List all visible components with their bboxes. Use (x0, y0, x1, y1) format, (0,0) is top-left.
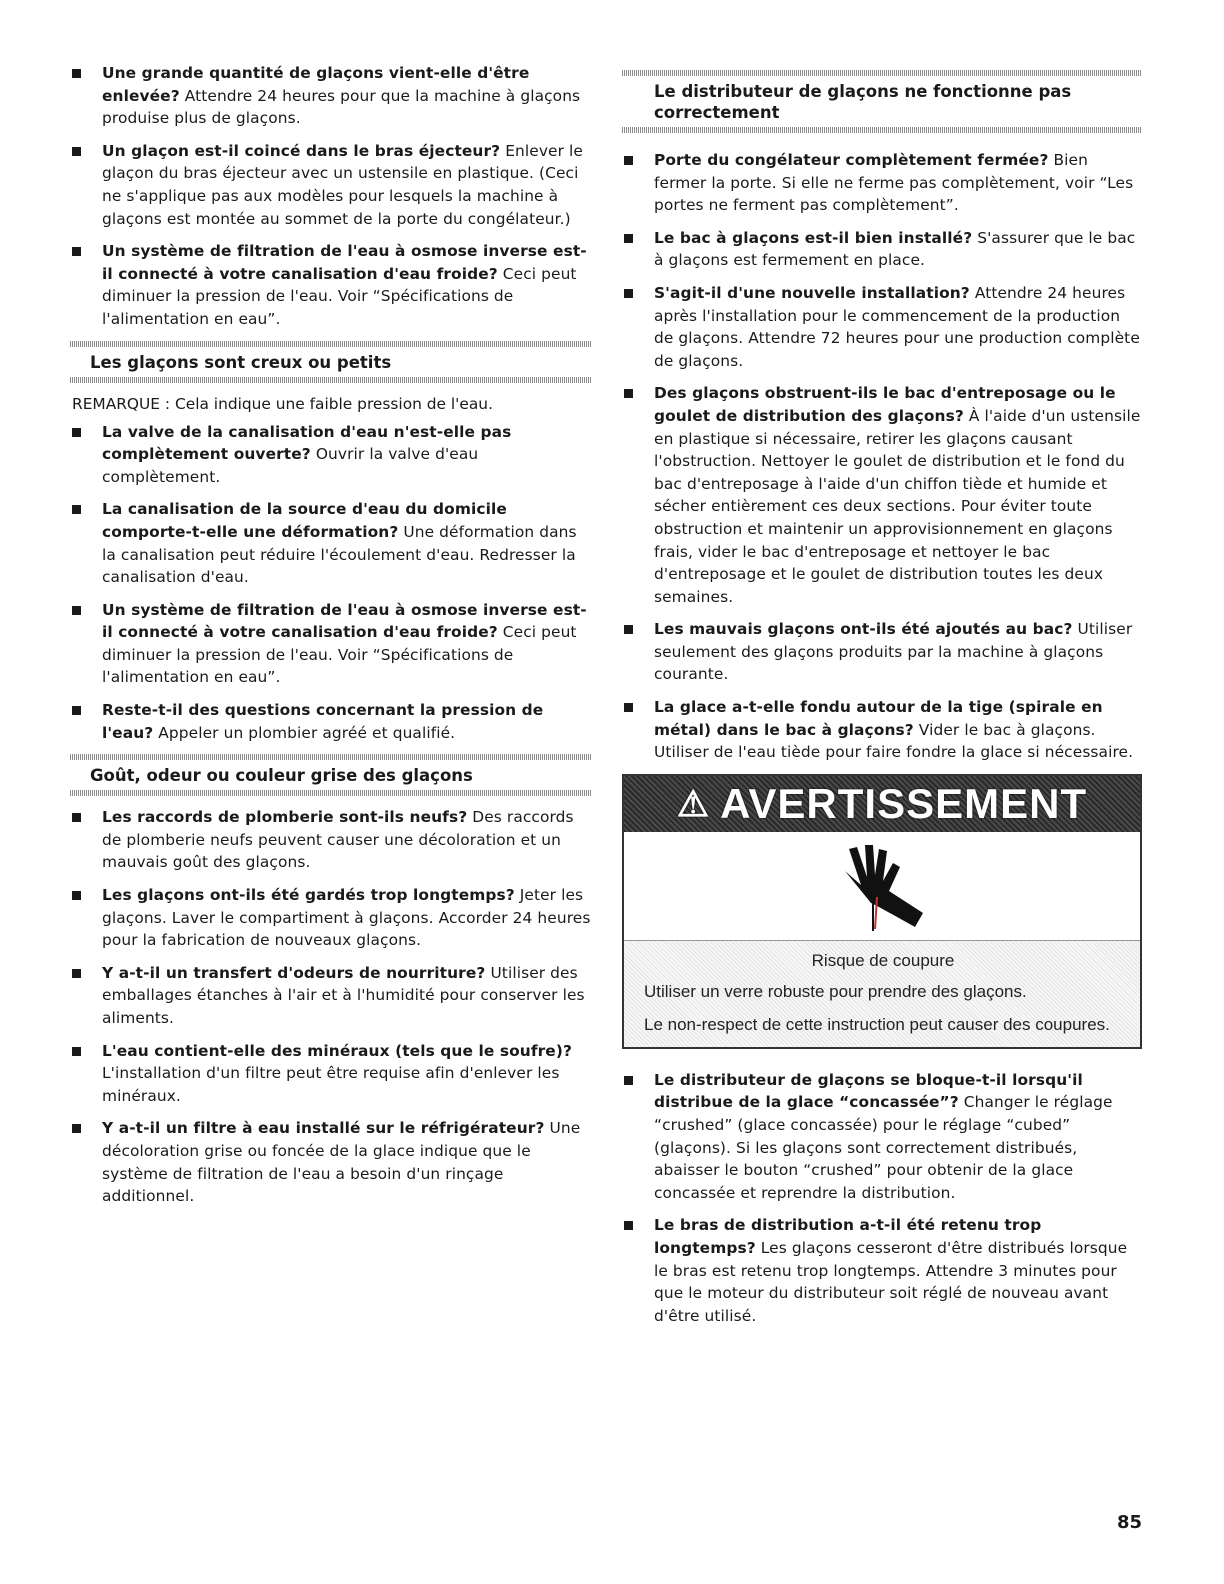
list-item: Le bras de distribution a-t-il été retenu trop longtemps? Les glaçons cesseront d'être distribués lorsque le bras est retenu trop longtemps. Attendre 3 minutes pour que le moteur du distributeur soit réglé de nouveau avant d'être utilisé. (622, 1214, 1142, 1327)
bullet-square-icon (624, 1076, 633, 1085)
bullet-square-icon (72, 247, 81, 256)
list-item: Une grande quantité de glaçons vient-elle d'être enlevée? Attendre 24 heures pour que la machine à glaçons produise plus de glaçons. (70, 62, 592, 130)
hollow-ice-list (70, 421, 592, 745)
cut-hazard-pictogram (624, 832, 1140, 941)
dispenser-list-continued (622, 1069, 1142, 1328)
list-item: Des glaçons obstruent-ils le bac d'entreposage ou le goulet de distribution des glaçons? À l'aide d'un ustensile en plastique si nécessaire, retirer les glaçons causant l'obstruction. Nettoyer le goulet de distribution et le fond du bac d'entreposage à l'aide d'un chiffon tiède et humide et sécher entièrement ces deux sections. Pour éviter toute obstruction et maintenir un approvisionnement en glaçons frais, vider le bac d'entreposage et nettoyer le bac d'entreposage et le goulet de distribution toutes les deux semaines. (622, 382, 1142, 608)
section-heading-dispenser: Le distributeur de glaçons ne fonctionne pas correctement (622, 70, 1142, 133)
bullet-square-icon (72, 891, 81, 900)
bullet-square-icon (624, 289, 633, 298)
warning-banner (624, 776, 1140, 832)
list-item: La valve de la canalisation d'eau n'est-elle pas complètement ouverte? Ouvrir la valve d'eau complètement. (70, 421, 592, 489)
list-item: Y a-t-il un transfert d'odeurs de nourriture? Utiliser des emballages étanches à l'air et à l'humidité pour conserver les aliments. (70, 962, 592, 1030)
left-column (70, 62, 592, 1218)
heading-rule-bottom (622, 127, 1142, 133)
list-item: Un glaçon est-il coincé dans le bras éjecteur? Enlever le glaçon du bras éjecteur avec un ustensile en plastique. (Ceci ne s'applique pas aux modèles pour lesquels la machine à glaçons est montée au sommet de la porte du congélateur.) (70, 140, 592, 230)
list-item: La glace a-t-elle fondu autour de la tige (spirale en métal) dans le bac à glaçons? Vider le bac à glaçons. Utiliser de l'eau tiède pour faire fondre la glace si nécessaire. (622, 696, 1142, 764)
bullet-square-icon (624, 625, 633, 634)
list-item: Un système de filtration de l'eau à osmose inverse est-il connecté à votre canalisation d'eau froide? Ceci peut diminuer la pression de l'eau. Voir “Spécifications de l'alimentation en eau”. (70, 599, 592, 689)
intro-list (70, 62, 592, 331)
warning-triangle-icon: ⚠ (676, 782, 711, 824)
list-item: Les raccords de plomberie sont-ils neufs? Des raccords de plomberie neufs peuvent causer une décoloration et un mauvais goût des glaçons. (70, 806, 592, 874)
list-item: L'eau contient-elle des minéraux (tels que le soufre)? L'installation d'un filtre peut être requise afin d'enlever les minéraux. (70, 1040, 592, 1108)
bullet-square-icon (624, 389, 633, 398)
section-heading-hollow-ice: Les glaçons sont creux ou petits (70, 341, 592, 383)
heading-rule-bottom (70, 377, 592, 383)
bullet-square-icon (72, 428, 81, 437)
warning-instruction: Utiliser un verre robuste pour prendre des glaçons. (644, 981, 1027, 1001)
warning-box (622, 774, 1142, 1049)
list-item: Y a-t-il un filtre à eau installé sur le réfrigérateur? Une décoloration grise ou foncée de la glace indique que le système de filtration de l'eau a besoin d'un rinçage additionnel. (70, 1117, 592, 1207)
bullet-square-icon (72, 69, 81, 78)
warning-title: AVERTISSEMENT (720, 779, 1088, 827)
bullet-square-icon (72, 147, 81, 156)
bullet-square-icon (72, 706, 81, 715)
bullet-square-icon (624, 1221, 633, 1230)
list-item: La canalisation de la source d'eau du domicile comporte-t-elle une déformation? Une déformation dans la canalisation peut réduire l'écoulement d'eau. Redresser la canalisation d'eau. (70, 498, 592, 588)
remark-note: REMARQUE : Cela indique une faible pression de l'eau. (72, 394, 493, 413)
right-column (622, 62, 1142, 1337)
warning-body (624, 941, 1140, 1047)
heading-rule-bottom (70, 790, 592, 796)
dispenser-list (622, 149, 1142, 764)
bullet-square-icon (72, 1124, 81, 1133)
list-item: S'agit-il d'une nouvelle installation? Attendre 24 heures après l'installation pour le commencement de la production de glaçons. Attendre 72 heures pour une production complète de glaçons. (622, 282, 1142, 372)
bullet-square-icon (72, 1047, 81, 1056)
list-item: Un système de filtration de l'eau à osmose inverse est-il connecté à votre canalisation d'eau froide? Ceci peut diminuer la pression de l'eau. Voir “Spécifications de l'alimentation en eau”. (70, 240, 592, 330)
list-item: Les mauvais glaçons ont-ils été ajoutés au bac? Utiliser seulement des glaçons produits par la machine à glaçons courante. (622, 618, 1142, 686)
section-heading-taste-odor: Goût, odeur ou couleur grise des glaçons (70, 754, 592, 796)
cut-hand-icon (827, 841, 937, 931)
warning-consequence: Le non-respect de cette instruction peut causer des coupures. (644, 1014, 1110, 1034)
bullet-square-icon (624, 156, 633, 165)
bullet-square-icon (624, 703, 633, 712)
bullet-square-icon (72, 505, 81, 514)
warning-hazard-title: Risque de coupure (811, 950, 955, 970)
list-item: Le bac à glaçons est-il bien installé? S'assurer que le bac à glaçons est fermement en place. (622, 227, 1142, 272)
bullet-square-icon (72, 813, 81, 822)
list-item: Le distributeur de glaçons se bloque-t-il lorsqu'il distribue de la glace “concassée”? Changer le réglage “crushed” (glace concassée) pour le réglage “cubed” (glaçons). Si les glaçons sont correctement distribués, abaisser le bouton “crushed” pour obtenir de la glace concassée et reprendre la distribution. (622, 1069, 1142, 1205)
bullet-square-icon (72, 969, 81, 978)
page-number: 85 (1116, 1512, 1142, 1533)
list-item: Porte du congélateur complètement fermée? Bien fermer la porte. Si elle ne ferme pas complètement, voir “Les portes ne ferment pas complètement”. (622, 149, 1142, 217)
list-item: Les glaçons ont-ils été gardés trop longtemps? Jeter les glaçons. Laver le compartiment à glaçons. Accorder 24 heures pour la fabrication de nouveaux glaçons. (70, 884, 592, 952)
bullet-square-icon (624, 234, 633, 243)
list-item: Reste-t-il des questions concernant la pression de l'eau? Appeler un plombier agréé et qualifié. (70, 699, 592, 744)
bullet-square-icon (72, 606, 81, 615)
taste-odor-list (70, 806, 592, 1208)
